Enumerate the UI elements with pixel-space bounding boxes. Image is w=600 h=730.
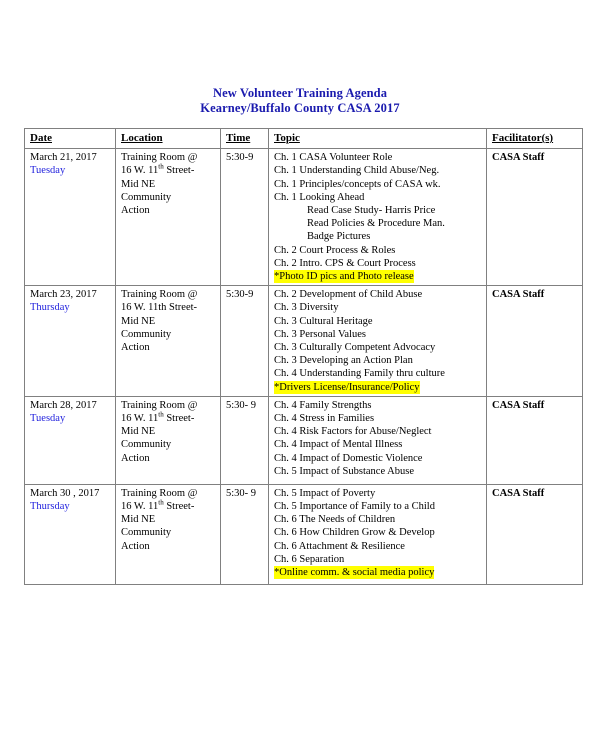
topic-line: Ch. 4 Impact of Mental Illness bbox=[274, 439, 403, 451]
topic-line: Ch. 4 Family Strengths bbox=[274, 399, 372, 411]
session-location-line: Training Room @ bbox=[121, 289, 198, 301]
session-time-cell bbox=[221, 286, 269, 397]
column-header-time bbox=[221, 129, 269, 149]
session-time-cell bbox=[221, 484, 269, 584]
column-header-date bbox=[25, 129, 116, 149]
session-location-line: 16 W. 11th Street- bbox=[121, 498, 195, 513]
session-date-cell bbox=[25, 396, 116, 484]
topic-line-highlighted: *Online comm. & social media policy bbox=[274, 567, 435, 579]
topic-line: Ch. 4 Understanding Family thru culture bbox=[274, 368, 445, 380]
session-date: March 28, 2017 bbox=[30, 399, 97, 411]
session-time: 5:30- 9 bbox=[226, 487, 257, 499]
topic-line: Ch. 3 Culturally Competent Advocacy bbox=[274, 342, 436, 354]
session-topic-cell bbox=[269, 484, 487, 584]
session-date-cell bbox=[25, 149, 116, 286]
session-location-cell bbox=[116, 484, 221, 584]
agenda-table-container bbox=[24, 128, 582, 585]
topic-line: Ch. 2 Intro. CPS & Court Process bbox=[274, 257, 416, 269]
session-topic-cell bbox=[269, 286, 487, 397]
topic-line: Ch. 4 Stress in Families bbox=[274, 413, 375, 425]
session-time-cell bbox=[221, 149, 269, 286]
session-location-line: 16 W. 11th Street- bbox=[121, 410, 195, 425]
topic-list bbox=[274, 151, 482, 283]
table-row bbox=[25, 149, 583, 286]
topic-line: Ch. 3 Developing an Action Plan bbox=[274, 355, 413, 367]
topic-line-highlighted: *Drivers License/Insurance/Policy bbox=[274, 381, 420, 393]
session-date: March 23, 2017 bbox=[30, 289, 97, 301]
session-location-line: Mid NE bbox=[121, 315, 156, 327]
session-facilitator: CASA Staff bbox=[492, 487, 545, 499]
topic-line: Ch. 3 Diversity bbox=[274, 302, 339, 314]
table-row bbox=[25, 286, 583, 397]
session-topic-cell bbox=[269, 149, 487, 286]
session-location-line: Mid NE bbox=[121, 514, 156, 526]
session-weekday: Thursday bbox=[30, 302, 70, 314]
topic-subitem: Read Policies & Procedure Man. bbox=[307, 218, 445, 230]
session-date-cell bbox=[25, 286, 116, 397]
session-weekday: Tuesday bbox=[30, 413, 66, 425]
session-location-line: Training Room @ bbox=[121, 487, 198, 499]
topic-subitem: Badge Pictures bbox=[307, 231, 371, 243]
session-location-line: Mid NE bbox=[121, 178, 156, 190]
topic-line-wrapper bbox=[274, 566, 482, 579]
table-header-row bbox=[25, 129, 583, 149]
topic-line: Ch. 1 Principles/concepts of CASA wk. bbox=[274, 178, 441, 190]
session-location-line: Action bbox=[121, 205, 150, 217]
column-header-topic bbox=[269, 129, 487, 149]
training-agenda-table bbox=[24, 128, 583, 585]
session-facilitator-cell bbox=[487, 484, 583, 584]
topic-line: Ch. 1 Understanding Child Abuse/Neg. bbox=[274, 165, 440, 177]
topic-line: Ch. 6 Separation bbox=[274, 553, 345, 565]
topic-list bbox=[274, 487, 482, 579]
topic-line-wrapper bbox=[274, 381, 482, 394]
session-location-line: Community bbox=[121, 439, 172, 451]
session-time: 5:30- 9 bbox=[226, 399, 257, 411]
session-location-cell bbox=[116, 396, 221, 484]
table-body bbox=[25, 149, 583, 585]
topic-line: Ch. 3 Personal Values bbox=[274, 328, 366, 340]
session-time: 5:30-9 bbox=[226, 152, 254, 164]
session-location-line: Action bbox=[121, 342, 150, 354]
session-location-line: Training Room @ bbox=[121, 399, 198, 411]
session-location-line: 16 W. 11th Street- bbox=[121, 162, 195, 177]
session-location-line: Community bbox=[121, 328, 172, 340]
topic-list bbox=[274, 399, 482, 478]
column-header-facilitator-label: Facilitator(s) bbox=[492, 132, 554, 144]
topic-line: Ch. 6 Attachment & Resilience bbox=[274, 540, 405, 552]
session-date-cell bbox=[25, 484, 116, 584]
session-facilitator: CASA Staff bbox=[492, 152, 545, 164]
title-line-1: New Volunteer Training Agenda bbox=[212, 86, 388, 100]
session-location-line: Mid NE bbox=[121, 426, 156, 438]
session-facilitator-cell bbox=[487, 149, 583, 286]
topic-list bbox=[274, 288, 482, 394]
session-facilitator: CASA Staff bbox=[492, 289, 545, 301]
topic-line: Ch. 5 Importance of Family to a Child bbox=[274, 501, 435, 513]
session-facilitator: CASA Staff bbox=[492, 399, 545, 411]
topic-line: Ch. 4 Impact of Domestic Violence bbox=[274, 452, 423, 464]
topic-line: Ch. 6 How Children Grow & Develop bbox=[274, 527, 435, 539]
session-location-cell bbox=[116, 149, 221, 286]
topic-line: Ch. 5 Impact of Substance Abuse bbox=[274, 465, 414, 477]
topic-line: Ch. 2 Development of Child Abuse bbox=[274, 289, 423, 301]
topic-line: Ch. 6 The Needs of Children bbox=[274, 514, 396, 526]
session-location-line: Action bbox=[121, 540, 150, 552]
column-header-location bbox=[116, 129, 221, 149]
session-location-line: 16 W. 11th Street- bbox=[121, 302, 198, 314]
session-date: March 30 , 2017 bbox=[30, 487, 100, 499]
session-location-line: Action bbox=[121, 452, 150, 464]
session-location-line: Community bbox=[121, 527, 172, 539]
session-location-cell bbox=[116, 286, 221, 397]
column-header-topic-label: Topic bbox=[274, 132, 300, 144]
session-weekday: Tuesday bbox=[30, 165, 66, 177]
topic-line-wrapper bbox=[274, 270, 482, 283]
session-location-line: Training Room @ bbox=[121, 152, 198, 164]
column-header-location-label: Location bbox=[121, 132, 163, 144]
document-title bbox=[0, 0, 600, 116]
session-facilitator-cell bbox=[487, 286, 583, 397]
session-date: March 21, 2017 bbox=[30, 152, 97, 164]
session-weekday: Thursday bbox=[30, 501, 70, 513]
column-header-date-label: Date bbox=[30, 132, 52, 144]
session-topic-cell bbox=[269, 396, 487, 484]
table-row bbox=[25, 396, 583, 484]
ordinal-superscript: th bbox=[158, 162, 164, 171]
topic-line: Ch. 3 Cultural Heritage bbox=[274, 315, 373, 327]
session-time: 5:30-9 bbox=[226, 289, 254, 301]
topic-subitem: Read Case Study- Harris Price bbox=[307, 205, 436, 217]
topic-line: Ch. 1 Looking Ahead bbox=[274, 191, 365, 203]
topic-line: Ch. 1 CASA Volunteer Role bbox=[274, 152, 393, 164]
column-header-time-label: Time bbox=[226, 132, 251, 144]
session-location-line: Community bbox=[121, 191, 172, 203]
topic-line-highlighted: *Photo ID pics and Photo release bbox=[274, 271, 414, 283]
topic-line: Ch. 4 Risk Factors for Abuse/Neglect bbox=[274, 426, 432, 438]
ordinal-superscript: th bbox=[158, 498, 164, 507]
topic-line: Ch. 2 Court Process & Roles bbox=[274, 244, 396, 256]
column-header-facilitator bbox=[487, 129, 583, 149]
topic-line: Ch. 5 Impact of Poverty bbox=[274, 487, 376, 499]
session-time-cell bbox=[221, 396, 269, 484]
table-row bbox=[25, 484, 583, 584]
title-line-2: Kearney/Buffalo County CASA 2017 bbox=[200, 101, 400, 115]
session-facilitator-cell bbox=[487, 396, 583, 484]
ordinal-superscript: th bbox=[158, 410, 164, 419]
